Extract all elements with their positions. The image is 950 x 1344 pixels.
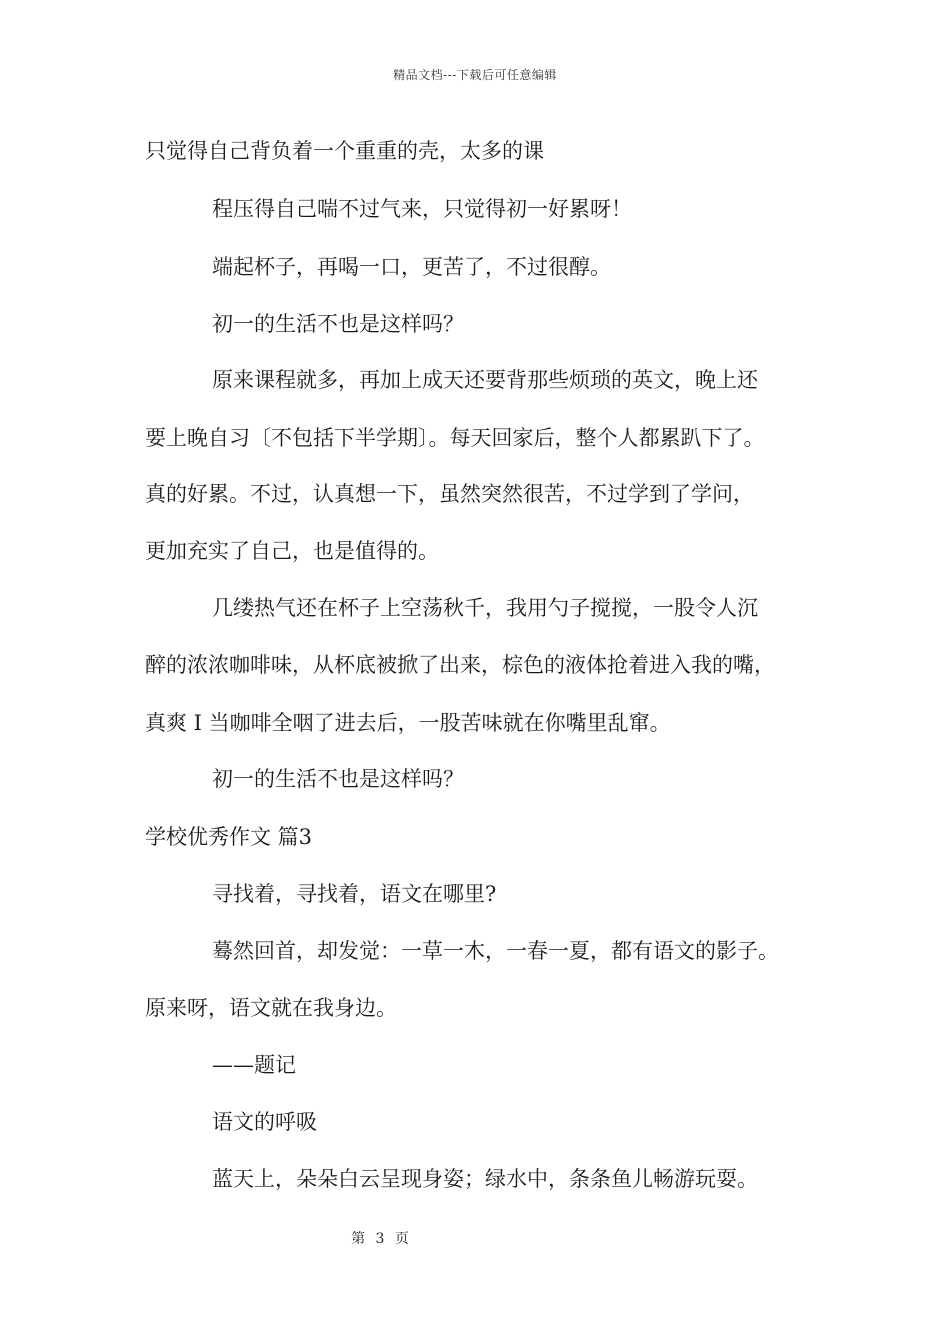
text-line: 真爽 I 当咖啡全咽了进去后，一股苦味就在你嘴里乱窜。 xyxy=(145,711,671,735)
text-line: 真的好累。不过，认真想一下，虽然突然很苦，不过学到了学问， xyxy=(145,482,754,506)
text-line: 要上晚自习〔不包括下半学期〕。每天回家后，整个人都累趴下了。 xyxy=(145,426,765,450)
text-line: 程压得自己喘不过气来，只觉得初一好累呀！ xyxy=(212,197,632,221)
text-line: 初一的生活不也是这样吗？ xyxy=(212,767,464,791)
epigraph-attribution: ——题记 xyxy=(212,1053,296,1077)
page-label-suffix: 页 xyxy=(394,1231,409,1247)
text-line: 原来呀，语文就在我身边。 xyxy=(145,996,397,1020)
text-line: 蓦然回首，却发觉：一草一木，一春一夏，都有语文的影子。 xyxy=(212,939,779,963)
text-line: 原来课程就多，再加上成天还要背那些烦琐的英文，晚上还 xyxy=(212,368,758,392)
text-line: 寻找着，寻找着，语文在哪里? xyxy=(212,882,497,906)
subtitle: 语文的呼吸 xyxy=(212,1110,317,1134)
page-footer xyxy=(0,1228,760,1248)
text-line: 只觉得自己背负着一个重重的壳，太多的课 xyxy=(145,139,544,163)
page-header: 精品文档---下载后可任意编辑 xyxy=(393,68,557,82)
text-line: 几缕热气还在杯子上空荡秋千，我用勺子搅搅，一股令人沉 xyxy=(212,596,758,620)
section-heading: 学校优秀作文 篇3 xyxy=(145,825,313,849)
text-line: 端起杯子，再喝一口，更苦了，不过很醇。 xyxy=(212,255,611,279)
text-line: 蓝天上，朵朵白云呈现身姿；绿水中，条条鱼儿畅游玩耍。 xyxy=(212,1167,758,1191)
page-label-prefix: 第 xyxy=(351,1231,366,1247)
text-line: 更加充实了自己，也是值得的。 xyxy=(145,539,439,563)
text-line: 初一的生活不也是这样吗？ xyxy=(212,312,464,336)
page-number: 3 xyxy=(375,1231,385,1247)
text-line: 醉的浓浓咖啡味，从杯底被掀了出来，棕色的液体抢着进入我的嘴， xyxy=(145,653,775,677)
